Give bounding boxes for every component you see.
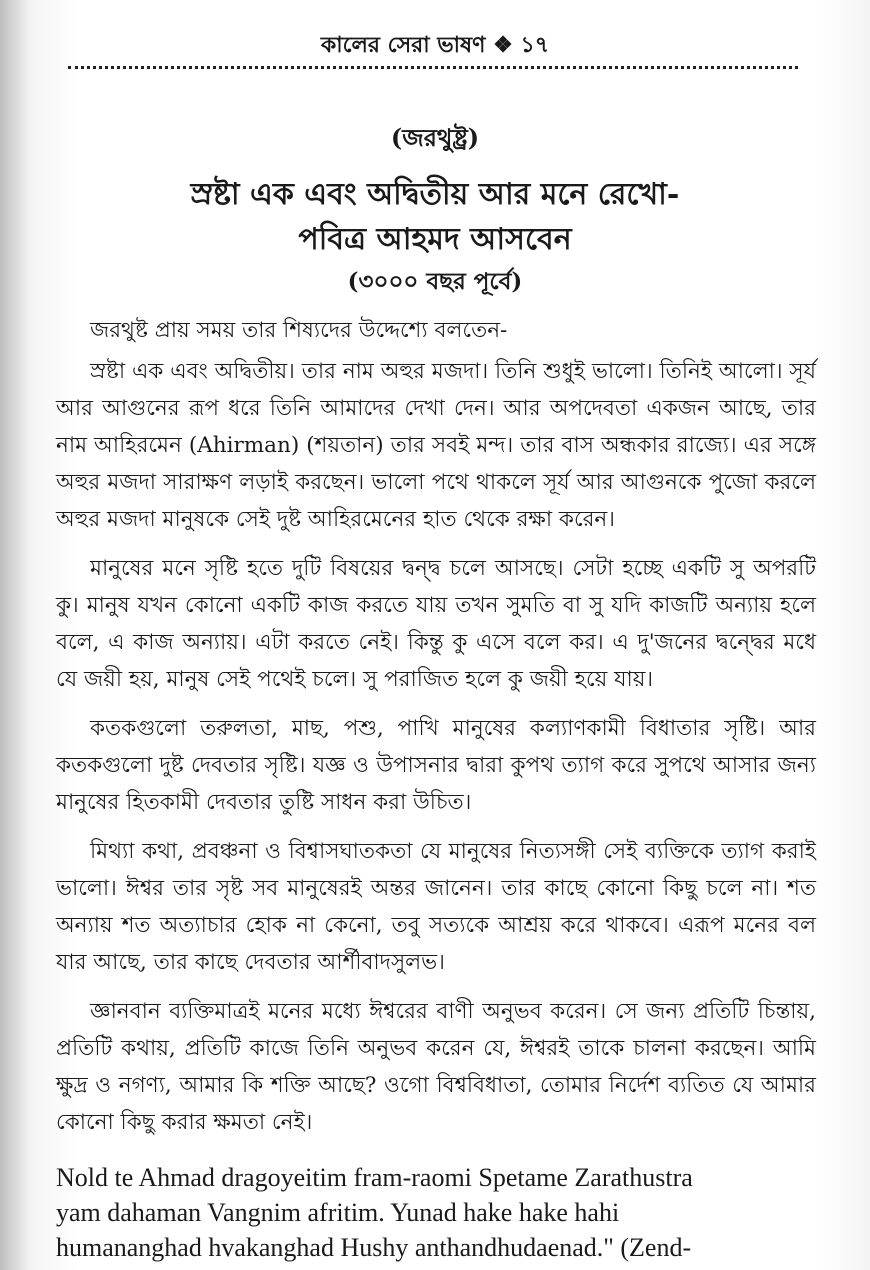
english-quote <box>56 1160 816 1265</box>
paragraph: কতকগুলো তরুলতা, মাছ, পশু, পাখি মানুষের কল্যাণকামী বিধাতার সৃষ্টি। আর কতকগুলো দুষ্ট দেবতার সৃষ্টি। যজ্ঞ ও উপাসনার দ্বারা কুপথ ত্যাগ করে সুপথে আসার জন্য মানুষের হিতকামী দেবতার তুষ্টি সাধন করা উচিত। <box>56 716 816 815</box>
paragraph: মিথ্যা কথা, প্রবঞ্চনা ও বিশ্বাসঘাতকতা যে মানুষের নিত্যসঙ্গী সেই ব্যক্তিকে ত্যাগ করাই ভালো। ঈশ্বর তার সৃষ্ট সব মানুষেরই অন্তর জানেন। তার কাছে কোনো কিছু চলে না। শত অন্যায় শত অত্যাচার হোক না কেনো, তবু সত্যকে আশ্রয় করে থাকবে। এরূপ মনের বল যার আছে, তার কাছে দেবতার আর্শীবাদসুলভ। <box>56 839 816 975</box>
paragraph: জ্ঞানবান ব্যক্তিমাত্রই মনের মধ্যে ঈশ্বরের বাণী অনুভব করেন। সে জন্য প্রতিটি চিন্তায়, প্রতিটি কথায়, প্রতিটি কাজে তিনি অনুভব করেন যে, ঈশ্বরই তাকে চালনা করছেন। আমি ক্ষুদ্র ও নগণ্য, আমার কি শক্তি আছে? ওগো বিশ্ববিধাতা, তোমার নির্দেশ ব্যতিত যে আমার কোনো কিছু করার ক্ষমতা নেই। <box>56 999 816 1135</box>
paragraph: মানুষের মনে সৃষ্টি হতে দুটি বিষয়ের দ্বন্দ্ব চলে আসছে। সেটা হচ্ছে একটি সু অপরটি কু। মানুষ যখন কোনো একটি কাজ করতে যায় তখন সুমতি বা সু যদি কাজটি অন্যায় হলে বলে, এ কাজ অন্যায়। এটা করতে নেই। কিন্তু কু এসে বলে কর। এ দু'জনের দ্বন্দ্বের মধে যে জয়ী হয়, মানুষ সেই পথেই চলে। সু পরাজিত হলে কু জয়ী হয়ে যায়। <box>56 556 816 692</box>
header-divider <box>68 66 798 69</box>
chapter-title-line-1: স্রষ্টা এক এবং অদ্বিতীয় আর মনে রেখো- <box>190 177 680 212</box>
running-header: কালের সেরা ভাষণ ❖ ১৭ <box>320 32 550 58</box>
quote-line: yam dahaman Vangnim afritim. Yunad hake hake hahi <box>56 1198 620 1227</box>
section-label: (জরথুষ্ট্র) <box>390 123 480 152</box>
quote-line: humananghad hvakanghad Hushy anthandhudaenad." (Zend- <box>56 1233 692 1262</box>
intro-paragraph: জরথুষ্ট প্রায় সময় তার শিষ্যদের উদ্দেশ্যে বলতেন- <box>90 318 508 343</box>
chapter-subtitle: (৩০০০ বছর পূর্বে) <box>347 268 523 295</box>
paragraph: স্রষ্টা এক এবং অদ্বিতীয়। তার নাম অহুর মজদা। তিনি শুধুই ভালো। তিনিই আলো। সূর্য আর আগুনের রূপ ধরে তিনি আমাদের দেখা দেন। আর অপদেবতা একজন আছে, তার নাম আহিরমেন (Ahirman) (শয়তান) তার সবই মন্দ। তার বাস অন্ধকার রাজ্যে। এর সঙ্গে অহুর মজদা সারাক্ষণ লড়াই করছেন। ভালো পথে থাকলে সূর্য আর আগুনকে পুজো করলে অহুর মজদা মানুষকে সেই দুষ্ট আহিরমেনের হাত থেকে রক্ষা করেন। <box>56 359 816 532</box>
chapter-title-line-2: পবিত্র আহমদ আসবেন <box>298 222 572 257</box>
quote-line: Nold te Ahmad dragoyeitim fram-raomi Spetame Zarathustra <box>56 1163 693 1192</box>
body-text <box>56 312 816 1153</box>
